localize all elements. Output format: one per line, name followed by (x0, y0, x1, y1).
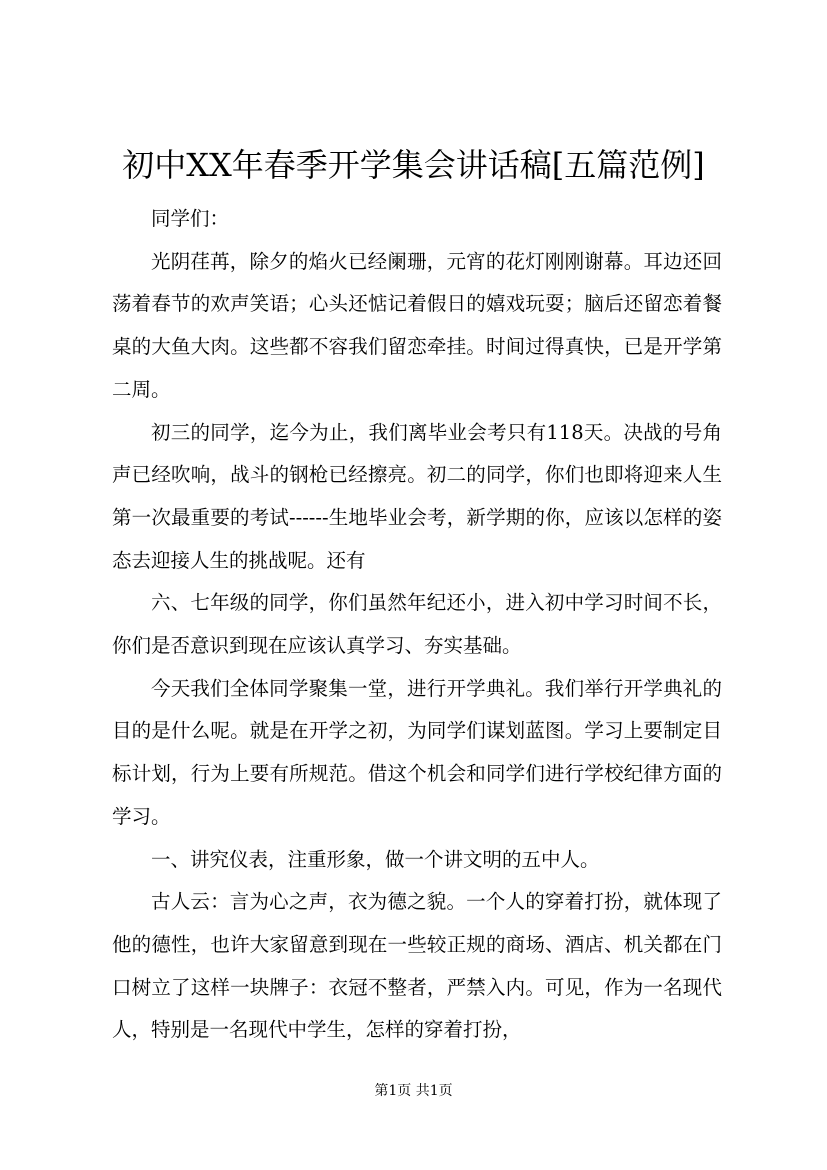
paragraph: 光阴荏苒，除夕的焰火已经阑珊，元宵的花灯刚刚谢幕。耳边还回荡着春节的欢声笑语；心头还惦记着假日的嬉戏玩耍；脑后还留恋着餐桌的大鱼大肉。这些都不容我们留恋牵挂。时间过得真快，已是开学第二周。 (112, 249, 722, 401)
paragraph: 古人云：言为心之声，衣为德之貌。一个人的穿着打扮，就体现了他的德性，也许大家留意到现在一些较正规的商场、酒店、机关都在门口树立了这样一块牌子：衣冠不整者，严禁入内。可见，作为一名现代人，特别是一名现代中学生，怎样的穿着打扮， (112, 890, 722, 1042)
paragraph-greeting: 同学们： (151, 207, 230, 230)
document-title: 初中XX年春季开学集会讲话稿[五篇范例] (122, 146, 705, 184)
paragraph: 六、七年级的同学，你们虽然年纪还小，进入初中学习时间不长，你们是否意识到现在应该认真学习、夯实基础。 (112, 591, 722, 658)
paragraph: 今天我们全体同学聚集一堂，进行开学典礼。我们举行开学典礼的目的是什么呢。就是在开学之初，为同学们谋划蓝图。学习上要制定目标计划，行为上要有所规范。借这个机会和同学们进行学校纪律方面的学习。 (112, 676, 722, 828)
section-heading: 一、讲究仪表，注重形象，做一个讲文明的五中人。 (151, 847, 600, 871)
document-body (112, 198, 722, 1052)
page-footer: 第1页 共1页 (374, 1083, 453, 1099)
paragraph: 初三的同学，迄今为止，我们离毕业会考只有118天。决战的号角声已经吹响，战斗的钢枪已经擦亮。初二的同学，你们也即将迎来人生第一次最重要的考试------生地毕业会考，新学期的你，应该以怎样的姿态去迎接人生的挑战呢。还有 (112, 420, 722, 572)
